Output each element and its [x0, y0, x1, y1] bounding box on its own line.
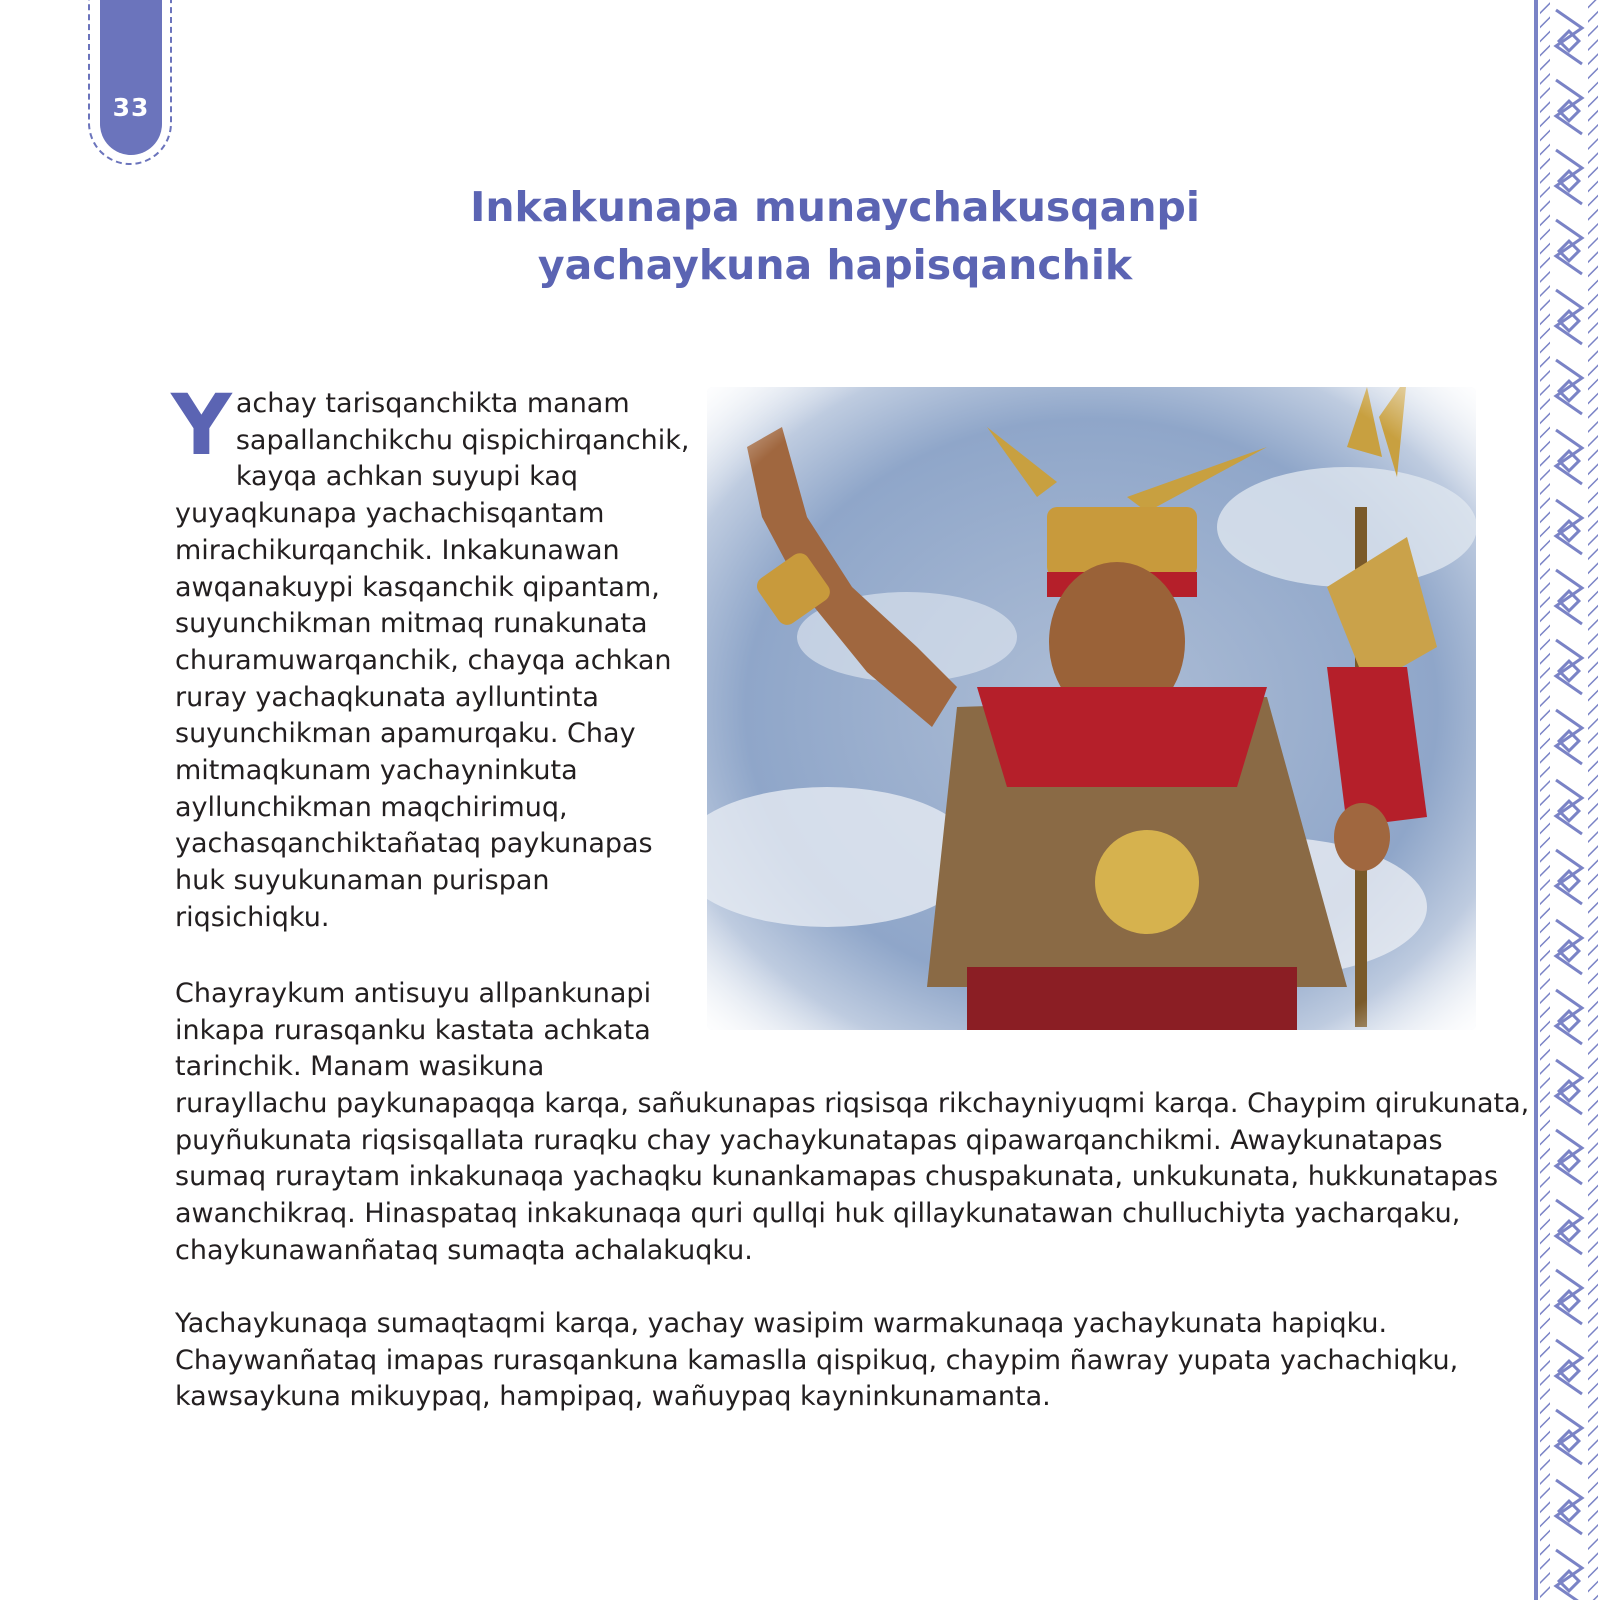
title-line-2: yachaykuna hapisqanchik: [537, 241, 1133, 289]
drop-cap: Y: [171, 376, 232, 474]
border-motif: [1556, 1060, 1582, 1114]
border-motif: [1556, 710, 1582, 764]
paragraph-3-line: Yachaykunaqa sumaqtaqmi karqa, yachay wasipim warmakunaqa yachaykunata hapiqku.: [175, 1308, 1388, 1339]
border-motif: [1556, 150, 1582, 204]
inca-emperor-photo: [707, 387, 1476, 1030]
paragraph-2-line: chaykunawanñataq sumaqta achalakuqku.: [175, 1234, 753, 1266]
border-motif: [1556, 780, 1582, 834]
paragraph-1-line: ayllunchikman maqchirimuq,: [175, 791, 568, 823]
border-motif: [1556, 80, 1582, 134]
border-motif: [1556, 850, 1582, 904]
border-motif: [1556, 430, 1582, 484]
border-motif: [1556, 1480, 1582, 1534]
border-motif: [1556, 990, 1582, 1044]
paragraph-3-line: Chaywanñataq imapas rurasqankuna kamaslla qispikuq, chaypim ñawray yupata yachachiqku,: [175, 1344, 1459, 1376]
border-motif: [1556, 10, 1582, 64]
paragraph-2-line: awanchikraq. Hinaspataq inkakunaqa quri qullqi huk qillaykunatawan chulluchiyta yacharqaku,: [175, 1198, 1461, 1230]
page-tab: [100, 0, 162, 155]
paragraph-1: [171, 376, 690, 937]
paragraph-1-line: sapallanchikchu qispichirqanchik,: [235, 424, 690, 456]
paragraph-1-line: mirachikurqanchik. Inkakunawan: [175, 534, 620, 566]
border-motif: [1556, 220, 1582, 274]
paragraph-2-bottom: [175, 1086, 1530, 1270]
paragraph-1-line: yachasqanchiktañataq paykunapas: [175, 828, 653, 860]
paragraph-1-line: riqsichiqku.: [175, 901, 330, 933]
border-motif: [1556, 1200, 1582, 1254]
border-motif: [1556, 1410, 1582, 1464]
paragraph-2-top: [175, 976, 695, 1086]
paragraph-2-line: inkapa rurasqanku kastata achkata: [175, 1014, 651, 1046]
border-motif: [1556, 1270, 1582, 1324]
page-title: [450, 178, 1220, 294]
paragraph-3-line: kawsaykuna mikuypaq, hampipaq, wañuypaq kayninkunamanta.: [175, 1381, 1051, 1413]
border-motif: [1556, 360, 1582, 414]
title-line-1: Inkakunapa munaychakusqanpi: [470, 183, 1200, 231]
paragraph-2-line: tarinchik. Manam wasikuna: [175, 1051, 545, 1083]
border-motif: [1556, 1130, 1582, 1184]
paragraph-1-line: huk suyukunaman purispan: [175, 865, 550, 897]
paragraph-1-line: yuyaqkunapa yachachisqantam: [175, 498, 605, 530]
paragraph-2-line: rurayllachu paykunapaqqa karqa, sañukunapas riqsisqa rikchayniyuqmi karqa. Chaypim qirukunata,: [175, 1088, 1530, 1119]
border-motif: [1556, 640, 1582, 694]
paragraph-1-line: ruray yachaqkunata aylluntinta: [175, 681, 599, 713]
paragraph-1-line: achay tarisqanchikta manam: [235, 388, 630, 419]
decorative-border: [1534, 0, 1600, 1600]
paragraph-3: [175, 1306, 1495, 1416]
paragraph-2-line: Chayraykum antisuyu allpankunapi: [175, 978, 652, 1009]
border-motif: [1556, 290, 1582, 344]
border-motif: [1556, 1340, 1582, 1394]
page-number: 33: [112, 93, 150, 122]
paragraph-2-line: sumaq ruraytam inkakunaqa yachaqku kunankamapas chuspakunata, unkukunata, hukkunatapas: [175, 1161, 1499, 1193]
paragraph-1-line: awqanakuypi kasqanchik qipantam,: [175, 571, 660, 603]
paragraph-1-line: kayqa achkan suyupi kaq: [235, 461, 579, 493]
border-motif: [1556, 920, 1582, 974]
paragraph-1-line: suyunchikman mitmaq runakunata: [175, 608, 648, 640]
border-motif: [1556, 570, 1582, 624]
paragraph-1-line: churamuwarqanchik, chayqa achkan: [175, 644, 672, 676]
paragraph-1-line: mitmaqkunam yachayninkuta: [175, 755, 578, 787]
border-motif: [1556, 500, 1582, 554]
paragraph-2-line: puyñukunata riqsisqallata ruraqku chay yachaykunatapas qipawarqanchikmi. Awaykunatapas: [175, 1124, 1443, 1156]
paragraph-1-line: suyunchikman apamurqaku. Chay: [175, 718, 636, 750]
